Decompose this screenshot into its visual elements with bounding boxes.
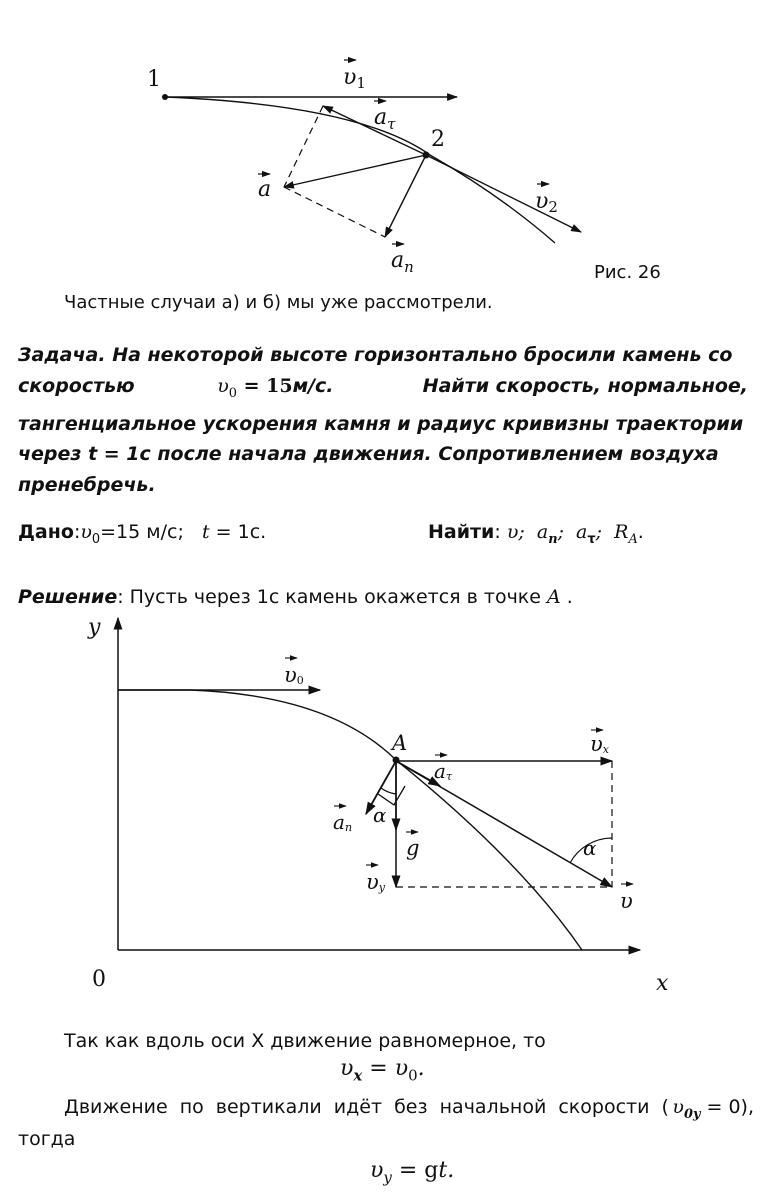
alpha-label-right: α <box>583 836 597 860</box>
a-n-label: an <box>333 810 353 834</box>
solution-line <box>18 584 573 610</box>
origin-label: 0 <box>92 967 106 992</box>
point-1-label: 1 <box>147 67 161 92</box>
y-axis-label: y <box>88 615 101 640</box>
vy-label: υy <box>366 870 385 894</box>
task-statement <box>18 340 748 500</box>
point-2-label: 2 <box>431 127 445 152</box>
point-a-label: A <box>392 731 408 755</box>
formula-vy: $\upsilon_y$ = gt. <box>370 1158 455 1187</box>
task-line-5: пренебречь. <box>18 473 156 496</box>
find-at-sub: τ <box>587 531 596 547</box>
solution-point: A <box>547 586 561 608</box>
vx-label: υx <box>590 732 609 756</box>
text-p2-formula: $\upsilon_{0y} = 0$), <box>672 1096 754 1122</box>
trajectory-parabola <box>118 690 582 950</box>
task-line-1 <box>18 340 748 371</box>
solution-label: Решение <box>18 586 118 608</box>
a-label: a <box>258 177 272 202</box>
x-axis-label: x <box>656 971 669 996</box>
text-paragraph-2 <box>64 1094 754 1128</box>
task-text: На некоторой высоте горизонтально бросили камень со <box>112 344 733 366</box>
dashed-line <box>284 106 323 187</box>
g-label: g <box>406 836 420 860</box>
solution-end: . <box>560 586 573 608</box>
task-text: Найти скорость, нормальное, <box>416 374 748 397</box>
find-items: υ; a <box>506 521 549 543</box>
formula-vx: $\upsilon_x = \upsilon_0$. <box>340 1056 425 1085</box>
text-paragraph-3: тогда <box>18 1128 76 1150</box>
alpha-arc <box>381 788 396 794</box>
v-label: υ <box>620 889 633 913</box>
task-prefix: Задача. <box>18 344 106 366</box>
task-line-3: тангенциальное ускорения камня и радиус кривизны траектории <box>18 412 744 435</box>
alpha-label-left: α <box>373 803 387 827</box>
find-sep2: ; R <box>595 521 629 543</box>
given-block: $Дано:\upsilon_0=15$ м/с; t = 1с. <box>18 521 267 547</box>
task-line-2 <box>18 371 748 409</box>
text-paragraph-1: Так как вдоль оси X движение равномерное, то <box>64 1030 546 1052</box>
a-n-label: $a_n$ <box>391 248 414 276</box>
task-v0: $\upsilon_0 = 15м/с$. <box>217 374 334 401</box>
find-end: . <box>637 521 644 543</box>
intro-paragraph: Частные случаи а) и б) мы уже рассмотрели. <box>64 292 493 313</box>
find-sep: ; a <box>557 521 588 543</box>
a-tau-label: aτ <box>434 759 453 783</box>
given-t-value: = 1с. <box>209 521 267 543</box>
task-text: скоростью <box>18 374 135 397</box>
figure-26 <box>0 0 774 300</box>
find-an-sub: n <box>548 531 558 547</box>
find-r-sub: A <box>628 531 638 547</box>
given-label: Дано <box>18 521 74 543</box>
a-n-vector <box>385 155 426 237</box>
text-p2: Движение по вертикали идёт без начальной скорости ( <box>64 1096 669 1118</box>
v1-label: υ1 <box>343 65 366 92</box>
find-label: Найти <box>428 521 495 543</box>
v0-label: υ0 <box>284 663 304 687</box>
a-vector <box>284 155 426 187</box>
given-v0-symbol: υ <box>80 521 92 543</box>
given-v0-sub: 0 <box>91 531 101 547</box>
dashed-line <box>284 187 385 237</box>
figure-projectile <box>0 610 774 1000</box>
v2-vector <box>426 155 581 232</box>
v2-label: υ2 <box>535 189 558 216</box>
figure-26-caption: Рис. 26 <box>594 262 661 283</box>
find-block: Найти: υ; $a_n$; $a_\tau$; $R_A$. <box>428 521 644 547</box>
solution-text: : Пусть через 1с камень окажется в точке <box>117 586 548 608</box>
given-v0-value: =15 м/с; <box>100 521 184 543</box>
given-t-symbol: t <box>201 521 210 543</box>
task-line-4: через t = 1с после начала движения. Сопротивлением воздуха <box>18 443 719 466</box>
a-tau-label: $a_\tau$ <box>374 105 396 133</box>
